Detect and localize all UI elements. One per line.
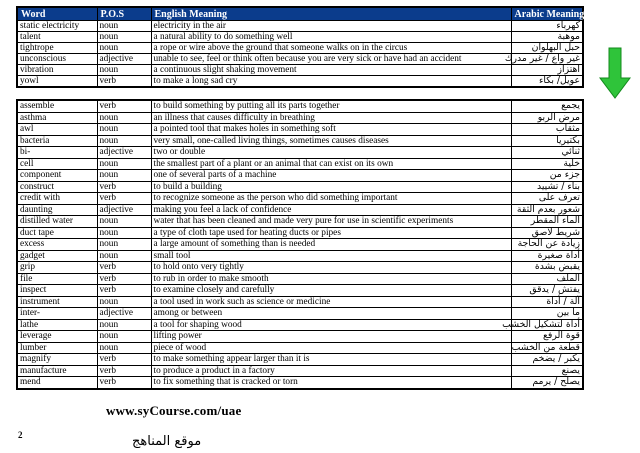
page-number: 2 <box>18 430 23 440</box>
pos-cell: noun <box>97 112 151 124</box>
table-row <box>17 135 583 147</box>
word-cell: cell <box>17 158 97 170</box>
arabic-meaning-cell: عويل/ بكاء <box>511 76 583 88</box>
pos-cell: noun <box>97 331 151 343</box>
table-row <box>17 158 583 170</box>
pos-cell: verb <box>97 193 151 205</box>
english-meaning-cell: one of several parts of a machine <box>151 170 511 182</box>
word-cell: awl <box>17 124 97 136</box>
pos-cell: noun <box>97 65 151 76</box>
pos-cell: verb <box>97 273 151 285</box>
word-cell: instrument <box>17 296 97 308</box>
pos-cell: noun <box>97 296 151 308</box>
table-row <box>17 21 583 32</box>
word-cell: leverage <box>17 331 97 343</box>
table-row <box>17 76 583 88</box>
pos-cell: verb <box>97 262 151 274</box>
header-english: English Meaning <box>151 7 511 21</box>
arabic-meaning-cell: شريط لاصق <box>511 227 583 239</box>
english-meaning-cell: piece of wood <box>151 342 511 354</box>
table-row <box>17 112 583 124</box>
pos-cell: verb <box>97 377 151 389</box>
header-arabic: Arabic Meaning <box>511 7 583 21</box>
word-cell: daunting <box>17 204 97 216</box>
english-meaning-cell: among or between <box>151 308 511 320</box>
arabic-meaning-cell: أداة صغيرة <box>511 250 583 262</box>
english-meaning-cell: very small, one-called living things, sometimes causes diseases <box>151 135 511 147</box>
word-cell: yowl <box>17 76 97 88</box>
english-meaning-cell: to recognize someone as the person who did something important <box>151 193 511 205</box>
english-meaning-cell: a type of cloth tape used for heating ducts or pipes <box>151 227 511 239</box>
english-meaning-cell: to make a long sad cry <box>151 76 511 88</box>
arabic-meaning-cell: يجمع <box>511 100 583 112</box>
arabic-meaning-cell: تعرف على <box>511 193 583 205</box>
english-meaning-cell: to hold onto very tightly <box>151 262 511 274</box>
table-row <box>17 227 583 239</box>
arabic-meaning-cell: يكبر / يضخم <box>511 354 583 366</box>
table-row <box>17 342 583 354</box>
word-cell: file <box>17 273 97 285</box>
vocab-table-bottom <box>16 99 584 390</box>
english-meaning-cell: to fix something that is cracked or torn <box>151 377 511 389</box>
english-meaning-cell: a large amount of something than is needed <box>151 239 511 251</box>
pos-cell: noun <box>97 32 151 43</box>
table-row <box>17 170 583 182</box>
english-meaning-cell: an illness that causes difficulty in breathing <box>151 112 511 124</box>
arabic-meaning-cell: موهبة <box>511 32 583 43</box>
english-meaning-cell: making you feel a lack of confidence <box>151 204 511 216</box>
table-row <box>17 262 583 274</box>
table-row <box>17 204 583 216</box>
table-row <box>17 65 583 76</box>
pos-cell: noun <box>97 43 151 54</box>
pos-cell: verb <box>97 100 151 112</box>
table-row <box>17 273 583 285</box>
word-cell: inspect <box>17 285 97 297</box>
pos-cell: noun <box>97 158 151 170</box>
pos-cell: adjective <box>97 204 151 216</box>
arabic-meaning-cell: قطعة من الخشب <box>511 342 583 354</box>
english-meaning-cell: lifting power <box>151 331 511 343</box>
pos-cell: verb <box>97 76 151 88</box>
pos-cell: adjective <box>97 308 151 320</box>
table-row <box>17 319 583 331</box>
table-row <box>17 365 583 377</box>
english-meaning-cell: electricity in the air <box>151 21 511 32</box>
word-cell: construct <box>17 181 97 193</box>
site-name-arabic: موقع المناهج <box>132 434 202 449</box>
table-row <box>17 239 583 251</box>
website-url: www.syCourse.com/uae <box>106 403 242 418</box>
table-row <box>17 124 583 136</box>
arabic-meaning-cell: زيادة عن الحاجة <box>511 239 583 251</box>
word-cell: gadget <box>17 250 97 262</box>
table-row <box>17 32 583 43</box>
pos-cell: noun <box>97 21 151 32</box>
english-meaning-cell: a tool for shaping wood <box>151 319 511 331</box>
word-cell: magnify <box>17 354 97 366</box>
pos-cell: noun <box>97 135 151 147</box>
arabic-meaning-cell: يفتش / يدقق <box>511 285 583 297</box>
table-row <box>17 147 583 159</box>
table-row <box>17 193 583 205</box>
pos-cell: noun <box>97 250 151 262</box>
pos-cell: verb <box>97 354 151 366</box>
table-row <box>17 250 583 262</box>
table-row <box>17 54 583 65</box>
english-meaning-cell: a rope or wire above the ground that someone walks on in the circus <box>151 43 511 54</box>
arabic-meaning-cell: مثقاب <box>511 124 583 136</box>
arabic-meaning-cell: قوة الرفع <box>511 331 583 343</box>
english-meaning-cell: a tool used in work such as science or medicine <box>151 296 511 308</box>
arabic-meaning-cell: بناء / تشييد <box>511 181 583 193</box>
word-cell: duct tape <box>17 227 97 239</box>
word-cell: unconscious <box>17 54 97 65</box>
word-cell: manufacture <box>17 365 97 377</box>
english-meaning-cell: unable to see, feel or think often because you are very sick or have had an accident <box>151 54 511 65</box>
word-cell: mend <box>17 377 97 389</box>
word-cell: distilled water <box>17 216 97 228</box>
arabic-meaning-cell: مرض الربو <box>511 112 583 124</box>
pos-cell: noun <box>97 216 151 228</box>
table-row <box>17 296 583 308</box>
arabic-meaning-cell: ما بين <box>511 308 583 320</box>
arabic-meaning-cell: كهرباء <box>511 21 583 32</box>
word-cell: credit with <box>17 193 97 205</box>
arabic-meaning-cell: أداة لتشكيل الخشب <box>511 319 583 331</box>
arabic-meaning-cell: يصلح / يرمم <box>511 377 583 389</box>
pos-cell: verb <box>97 285 151 297</box>
word-cell: bi- <box>17 147 97 159</box>
table-row <box>17 43 583 54</box>
arrow-down-icon <box>600 48 630 98</box>
word-cell: asthma <box>17 112 97 124</box>
word-cell: component <box>17 170 97 182</box>
word-cell: assemble <box>17 100 97 112</box>
word-cell: inter- <box>17 308 97 320</box>
arabic-meaning-cell: غير واع / غير مدرك <box>511 54 583 65</box>
pos-cell: noun <box>97 170 151 182</box>
pos-cell: noun <box>97 124 151 136</box>
table-row <box>17 181 583 193</box>
pos-cell: noun <box>97 342 151 354</box>
english-meaning-cell: to examine closely and carefully <box>151 285 511 297</box>
pos-cell: verb <box>97 365 151 377</box>
arabic-meaning-cell: ثنائي <box>511 147 583 159</box>
header-pos: P.O.S <box>97 7 151 21</box>
english-meaning-cell: to build something by putting all its parts together <box>151 100 511 112</box>
arabic-meaning-cell: بكتيريا <box>511 135 583 147</box>
english-meaning-cell: a pointed tool that makes holes in something soft <box>151 124 511 136</box>
table-row <box>17 354 583 366</box>
arabic-meaning-cell: يقبض بشدة <box>511 262 583 274</box>
word-cell: static electricity <box>17 21 97 32</box>
english-meaning-cell: a natural ability to do something well <box>151 32 511 43</box>
arabic-meaning-cell: الماء المقطر <box>511 216 583 228</box>
pos-cell: noun <box>97 239 151 251</box>
word-cell: bacteria <box>17 135 97 147</box>
arabic-meaning-cell: خلية <box>511 158 583 170</box>
header-row <box>17 7 583 21</box>
word-cell: excess <box>17 239 97 251</box>
word-cell: tightrope <box>17 43 97 54</box>
table-row <box>17 308 583 320</box>
pos-cell: verb <box>97 181 151 193</box>
english-meaning-cell: a continuous slight shaking movement <box>151 65 511 76</box>
english-meaning-cell: to produce a product in a factory <box>151 365 511 377</box>
word-cell: lathe <box>17 319 97 331</box>
arabic-meaning-cell: جزء من <box>511 170 583 182</box>
header-word: Word <box>17 7 97 21</box>
pos-cell: adjective <box>97 147 151 159</box>
english-meaning-cell: to make something appear larger than it is <box>151 354 511 366</box>
arabic-meaning-cell: شعور بعدم الثقة <box>511 204 583 216</box>
english-meaning-cell: to rub in order to make smooth <box>151 273 511 285</box>
table-row <box>17 285 583 297</box>
vocab-table-top <box>16 6 584 88</box>
arabic-meaning-cell: آلة / أداة <box>511 296 583 308</box>
english-meaning-cell: water that has been cleaned and made very pure for use in scientific experiments <box>151 216 511 228</box>
arabic-meaning-cell: اهتزاز <box>511 65 583 76</box>
table-row <box>17 377 583 389</box>
word-cell: vibration <box>17 65 97 76</box>
word-cell: grip <box>17 262 97 274</box>
pos-cell: adjective <box>97 54 151 65</box>
arabic-meaning-cell: الملف <box>511 273 583 285</box>
english-meaning-cell: two or double <box>151 147 511 159</box>
english-meaning-cell: the smallest part of a plant or an animal that can exist on its own <box>151 158 511 170</box>
arabic-meaning-cell: يصنع <box>511 365 583 377</box>
word-cell: lumber <box>17 342 97 354</box>
english-meaning-cell: small tool <box>151 250 511 262</box>
pos-cell: noun <box>97 227 151 239</box>
word-cell: talent <box>17 32 97 43</box>
arabic-meaning-cell: حبل البهلوان <box>511 43 583 54</box>
english-meaning-cell: to build a building <box>151 181 511 193</box>
table-row <box>17 100 583 112</box>
table-row <box>17 216 583 228</box>
pos-cell: noun <box>97 319 151 331</box>
table-row <box>17 331 583 343</box>
